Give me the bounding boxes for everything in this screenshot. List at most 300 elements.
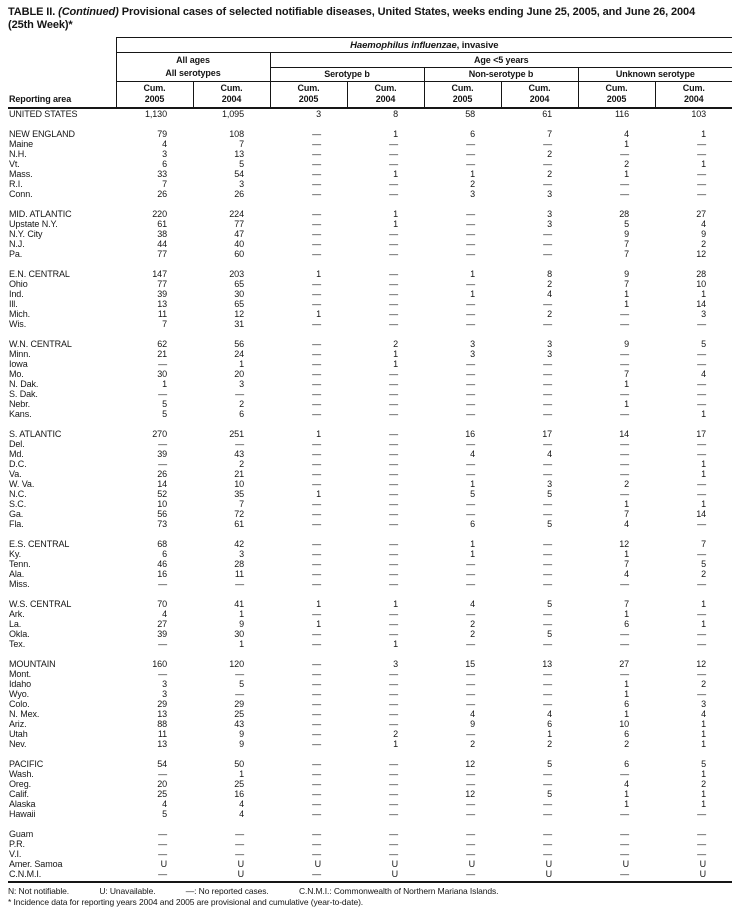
reporting-area-cell: Vt. <box>8 159 116 169</box>
reporting-area-cell: E.N. CENTRAL <box>8 259 116 279</box>
value-cell: 5 <box>116 409 193 419</box>
value-cell: — <box>655 399 732 409</box>
table-row <box>8 119 732 139</box>
table-row <box>8 719 732 729</box>
value-cell: 2 <box>424 179 501 189</box>
value-cell: — <box>347 379 424 389</box>
value-cell: U <box>578 859 655 869</box>
value-cell: 50 <box>193 749 270 769</box>
value-cell: — <box>270 119 347 139</box>
value-cell: — <box>424 809 501 819</box>
value-cell: 1 <box>347 169 424 179</box>
value-cell: 13 <box>116 709 193 719</box>
value-cell: 9 <box>655 229 732 239</box>
value-cell: — <box>270 319 347 329</box>
value-cell: — <box>424 689 501 699</box>
value-cell: 1 <box>655 469 732 479</box>
value-cell: 17 <box>655 419 732 439</box>
value-cell: 3 <box>193 379 270 389</box>
value-cell: — <box>424 379 501 389</box>
value-cell: — <box>116 839 193 849</box>
value-cell: 6 <box>578 699 655 709</box>
value-cell: — <box>270 379 347 389</box>
value-cell: — <box>424 399 501 409</box>
table-row <box>8 249 732 259</box>
reporting-area-cell: Maine <box>8 139 116 149</box>
value-cell: — <box>347 489 424 499</box>
value-cell: 61 <box>193 519 270 529</box>
value-cell: — <box>501 249 578 259</box>
value-cell: — <box>270 719 347 729</box>
value-cell: 2 <box>501 149 578 159</box>
value-cell: — <box>578 309 655 319</box>
value-cell: — <box>270 809 347 819</box>
reporting-area-cell: D.C. <box>8 459 116 469</box>
reporting-area-cell: MID. ATLANTIC <box>8 199 116 219</box>
value-cell: — <box>578 179 655 189</box>
reporting-area-cell: La. <box>8 619 116 629</box>
table-row <box>8 409 732 419</box>
value-cell: — <box>424 359 501 369</box>
value-cell: 3 <box>116 679 193 689</box>
value-cell: U <box>270 859 347 869</box>
value-cell: 224 <box>193 199 270 219</box>
value-cell: 4 <box>655 709 732 719</box>
value-cell: 26 <box>193 189 270 199</box>
value-cell: — <box>501 319 578 329</box>
value-cell: — <box>347 819 424 839</box>
value-cell: — <box>501 639 578 649</box>
value-cell: 3 <box>655 309 732 319</box>
value-cell: — <box>270 609 347 619</box>
value-cell: — <box>655 149 732 159</box>
value-cell: — <box>193 849 270 859</box>
value-cell: — <box>270 449 347 459</box>
table-row <box>8 369 732 379</box>
reporting-area-cell: PACIFIC <box>8 749 116 769</box>
value-cell: — <box>424 799 501 809</box>
value-cell: — <box>578 409 655 419</box>
value-cell: 4 <box>655 219 732 229</box>
value-cell: U <box>193 859 270 869</box>
table-row <box>8 629 732 639</box>
value-cell: 46 <box>116 559 193 569</box>
value-cell: 4 <box>578 519 655 529</box>
value-cell: 5 <box>655 329 732 349</box>
value-cell: — <box>578 189 655 199</box>
value-cell: — <box>270 789 347 799</box>
value-cell: 4 <box>578 119 655 139</box>
value-cell: — <box>578 359 655 369</box>
value-cell: 1 <box>578 799 655 809</box>
table-row <box>8 489 732 499</box>
reporting-area-cell: Ohio <box>8 279 116 289</box>
col-header-cum-2005 <box>424 82 501 109</box>
value-cell: 15 <box>424 649 501 669</box>
value-cell: 13 <box>116 299 193 309</box>
value-cell: — <box>578 459 655 469</box>
value-cell: 1 <box>424 549 501 559</box>
value-cell: — <box>578 669 655 679</box>
reporting-area-cell: Guam <box>8 819 116 839</box>
value-cell: — <box>347 319 424 329</box>
value-cell: — <box>424 369 501 379</box>
value-cell: — <box>424 559 501 569</box>
value-cell: 2 <box>424 739 501 749</box>
footnote-note: * Incidence data for reporting years 2004 and 2005 are provisional and cumulative (year-to-date). <box>8 897 732 907</box>
reporting-area-cell: Upstate N.Y. <box>8 219 116 229</box>
value-cell: U <box>424 859 501 869</box>
value-cell: — <box>655 489 732 499</box>
value-cell: 13 <box>501 649 578 669</box>
reporting-area-cell: E.S. CENTRAL <box>8 529 116 549</box>
value-cell: 68 <box>116 529 193 549</box>
col-header-cum-2005 <box>270 82 347 109</box>
value-cell: — <box>270 229 347 239</box>
value-cell: 2 <box>501 279 578 289</box>
reporting-area-cell: Pa. <box>8 249 116 259</box>
value-cell: — <box>578 469 655 479</box>
value-cell: 73 <box>116 519 193 529</box>
reporting-area-cell: Wis. <box>8 319 116 329</box>
footnote-legend <box>8 886 732 897</box>
value-cell: — <box>270 709 347 719</box>
table-row <box>8 459 732 469</box>
value-cell: — <box>270 169 347 179</box>
value-cell: — <box>270 529 347 549</box>
value-cell: 1 <box>424 259 501 279</box>
value-cell: 2 <box>347 729 424 739</box>
value-cell: — <box>655 379 732 389</box>
value-cell: 1 <box>655 459 732 469</box>
value-cell: — <box>347 769 424 779</box>
table-row <box>8 389 732 399</box>
value-cell: — <box>578 489 655 499</box>
value-cell: — <box>501 839 578 849</box>
value-cell: 1 <box>578 399 655 409</box>
value-cell: — <box>270 369 347 379</box>
value-cell: 2 <box>578 159 655 169</box>
value-cell: U <box>501 859 578 869</box>
value-cell: — <box>501 619 578 629</box>
reporting-area-cell: Ky. <box>8 549 116 559</box>
table-row <box>8 839 732 849</box>
reporting-area-cell: Idaho <box>8 679 116 689</box>
value-cell: — <box>270 799 347 809</box>
value-cell: — <box>578 629 655 639</box>
value-cell: — <box>347 239 424 249</box>
value-cell: 1 <box>578 679 655 689</box>
value-cell: 77 <box>116 279 193 289</box>
value-cell: 21 <box>193 469 270 479</box>
value-cell: 4 <box>116 139 193 149</box>
all-ages-group-header <box>116 53 270 82</box>
value-cell: — <box>424 459 501 469</box>
value-cell: 10 <box>655 279 732 289</box>
value-cell: — <box>424 729 501 739</box>
reporting-area-cell: V.I. <box>8 849 116 859</box>
value-cell: 12 <box>193 309 270 319</box>
value-cell: — <box>270 179 347 189</box>
value-cell: 5 <box>501 789 578 799</box>
value-cell: — <box>655 609 732 619</box>
reporting-area-cell: Tex. <box>8 639 116 649</box>
value-cell: — <box>501 559 578 569</box>
reporting-area-cell: Wash. <box>8 769 116 779</box>
value-cell: 10 <box>116 499 193 509</box>
value-cell: — <box>655 629 732 639</box>
value-cell: 251 <box>193 419 270 439</box>
value-cell: 9 <box>193 619 270 629</box>
value-cell: 4 <box>501 709 578 719</box>
value-cell: — <box>424 819 501 839</box>
value-cell: 5 <box>655 559 732 569</box>
value-cell: 20 <box>116 779 193 789</box>
value-cell: 120 <box>193 649 270 669</box>
legend-item: C.N.M.I.: Commonwealth of Northern Mariana Islands. <box>299 886 498 896</box>
value-cell: — <box>424 869 501 882</box>
table-row <box>8 179 732 189</box>
value-cell: — <box>270 459 347 469</box>
value-cell: 39 <box>116 289 193 299</box>
value-cell: 25 <box>193 709 270 719</box>
table-row <box>8 259 732 279</box>
value-cell: 33 <box>116 169 193 179</box>
value-cell: — <box>116 849 193 859</box>
col-header-cum-2004 <box>347 82 424 109</box>
value-cell: 26 <box>116 469 193 479</box>
value-cell: 6 <box>116 159 193 169</box>
value-cell: 5 <box>116 809 193 819</box>
value-cell: 1 <box>655 589 732 609</box>
value-cell: 27 <box>655 199 732 219</box>
value-cell: — <box>501 399 578 409</box>
table-row <box>8 239 732 249</box>
table-row <box>8 399 732 409</box>
table-row <box>8 299 732 309</box>
value-cell: 43 <box>193 449 270 459</box>
value-cell: — <box>347 289 424 299</box>
value-cell: 1 <box>655 719 732 729</box>
value-cell: — <box>501 139 578 149</box>
value-cell: — <box>501 369 578 379</box>
value-cell: 65 <box>193 299 270 309</box>
value-cell: 12 <box>424 749 501 769</box>
value-cell: — <box>655 139 732 149</box>
value-cell: — <box>501 799 578 809</box>
value-cell: U <box>501 869 578 882</box>
value-cell: 9 <box>578 329 655 349</box>
value-cell: 31 <box>193 319 270 329</box>
value-cell: — <box>347 479 424 489</box>
value-cell: 10 <box>578 719 655 729</box>
value-cell: — <box>270 509 347 519</box>
value-cell: — <box>424 159 501 169</box>
col-header-cum-2004 <box>193 82 270 109</box>
value-cell: 14 <box>655 509 732 519</box>
value-cell: — <box>347 789 424 799</box>
value-cell: 270 <box>116 419 193 439</box>
value-cell: 4 <box>193 809 270 819</box>
value-cell: — <box>347 449 424 459</box>
table-title-text: Provisional cases of selected notifiable diseases, United States, weeks ending June 25, 2005, and June 26, 2004 <box>122 6 695 18</box>
value-cell: — <box>424 239 501 249</box>
cum-label: Cum. <box>297 83 319 93</box>
value-cell: 108 <box>193 119 270 139</box>
value-cell: 14 <box>578 419 655 439</box>
value-cell: 52 <box>116 489 193 499</box>
table-row <box>8 519 732 529</box>
value-cell: 13 <box>116 739 193 749</box>
reporting-area-cell: Ark. <box>8 609 116 619</box>
table-row <box>8 639 732 649</box>
value-cell: 61 <box>116 219 193 229</box>
value-cell: — <box>270 349 347 359</box>
value-cell: — <box>347 189 424 199</box>
value-cell: — <box>424 579 501 589</box>
value-cell: 2 <box>655 679 732 689</box>
reporting-area-cell: UNITED STATES <box>8 108 116 119</box>
reporting-area-cell: W. Va. <box>8 479 116 489</box>
value-cell: 2 <box>655 569 732 579</box>
value-cell: 1 <box>655 729 732 739</box>
value-cell: — <box>270 199 347 219</box>
table-row <box>8 809 732 819</box>
value-cell: — <box>270 819 347 839</box>
table-row <box>8 769 732 779</box>
value-cell: 3 <box>193 549 270 559</box>
reporting-area-cell: N.Y. City <box>8 229 116 239</box>
value-cell: — <box>270 579 347 589</box>
value-cell: — <box>424 199 501 219</box>
value-cell: 3 <box>501 199 578 219</box>
table-row <box>8 279 732 289</box>
value-cell: — <box>270 739 347 749</box>
value-cell: 42 <box>193 529 270 549</box>
value-cell: — <box>270 519 347 529</box>
value-cell: — <box>501 669 578 679</box>
value-cell: 14 <box>655 299 732 309</box>
value-cell: — <box>655 519 732 529</box>
value-cell: 4 <box>116 609 193 619</box>
value-cell: 5 <box>501 489 578 499</box>
value-cell: 1 <box>347 219 424 229</box>
value-cell: — <box>270 559 347 569</box>
value-cell: 12 <box>655 249 732 259</box>
year-label: 2004 <box>222 94 242 104</box>
table-row <box>8 739 732 749</box>
value-cell: — <box>424 839 501 849</box>
value-cell: — <box>270 479 347 489</box>
value-cell: 4 <box>501 449 578 459</box>
reporting-area-cell: Conn. <box>8 189 116 199</box>
value-cell: — <box>424 439 501 449</box>
value-cell: 3 <box>424 329 501 349</box>
value-cell: 7 <box>578 589 655 609</box>
value-cell: 38 <box>116 229 193 239</box>
value-cell: — <box>655 689 732 699</box>
value-cell: 2 <box>424 619 501 629</box>
value-cell: — <box>501 409 578 419</box>
value-cell: — <box>347 439 424 449</box>
table-row <box>8 509 732 519</box>
value-cell: — <box>347 389 424 399</box>
value-cell: 27 <box>116 619 193 629</box>
value-cell: 2 <box>193 459 270 469</box>
value-cell: — <box>116 639 193 649</box>
value-cell: — <box>424 679 501 689</box>
value-cell: 1 <box>578 289 655 299</box>
value-cell: — <box>501 509 578 519</box>
reporting-area-cell: Mass. <box>8 169 116 179</box>
value-cell: 1 <box>270 419 347 439</box>
value-cell: 1 <box>116 379 193 389</box>
value-cell: — <box>270 849 347 859</box>
value-cell: — <box>270 389 347 399</box>
table-row <box>8 469 732 479</box>
value-cell: — <box>193 839 270 849</box>
value-cell: 3 <box>116 689 193 699</box>
reporting-area-cell: C.N.M.I. <box>8 869 116 882</box>
value-cell: — <box>424 609 501 619</box>
reporting-area-cell: Miss. <box>8 579 116 589</box>
table-row <box>8 869 732 882</box>
value-cell: 11 <box>193 569 270 579</box>
value-cell: 5 <box>655 749 732 769</box>
value-cell: — <box>347 529 424 549</box>
value-cell: 1 <box>578 549 655 559</box>
disease-header <box>116 38 732 53</box>
value-cell: — <box>347 699 424 709</box>
reporting-area-cell: Minn. <box>8 349 116 359</box>
value-cell: 9 <box>193 739 270 749</box>
table-row <box>8 819 732 839</box>
value-cell: 1 <box>347 739 424 749</box>
all-serotypes-label: All serotypes <box>165 68 220 78</box>
value-cell: 72 <box>193 509 270 519</box>
value-cell: — <box>347 629 424 639</box>
table-row <box>8 499 732 509</box>
value-cell: 12 <box>655 649 732 669</box>
value-cell: — <box>501 159 578 169</box>
value-cell: — <box>424 469 501 479</box>
value-cell: — <box>270 329 347 349</box>
value-cell: — <box>655 849 732 859</box>
value-cell: 88 <box>116 719 193 729</box>
table-row <box>8 679 732 689</box>
value-cell: — <box>424 309 501 319</box>
value-cell: 3 <box>501 479 578 489</box>
value-cell: 7 <box>578 509 655 519</box>
value-cell: 6 <box>424 519 501 529</box>
value-cell: 5 <box>424 489 501 499</box>
value-cell: 16 <box>193 789 270 799</box>
reporting-area-cell: N.H. <box>8 149 116 159</box>
value-cell: 62 <box>116 329 193 349</box>
value-cell: — <box>270 839 347 849</box>
value-cell: 4 <box>424 709 501 719</box>
year-label: 2005 <box>145 94 165 104</box>
year-label: 2005 <box>607 94 627 104</box>
value-cell: 2 <box>424 629 501 639</box>
cum-label: Cum. <box>143 83 165 93</box>
value-cell: 5 <box>501 629 578 639</box>
value-cell: 1 <box>270 489 347 499</box>
value-cell: 56 <box>116 509 193 519</box>
table-row <box>8 349 732 359</box>
table-row <box>8 439 732 449</box>
value-cell: 1 <box>193 609 270 619</box>
